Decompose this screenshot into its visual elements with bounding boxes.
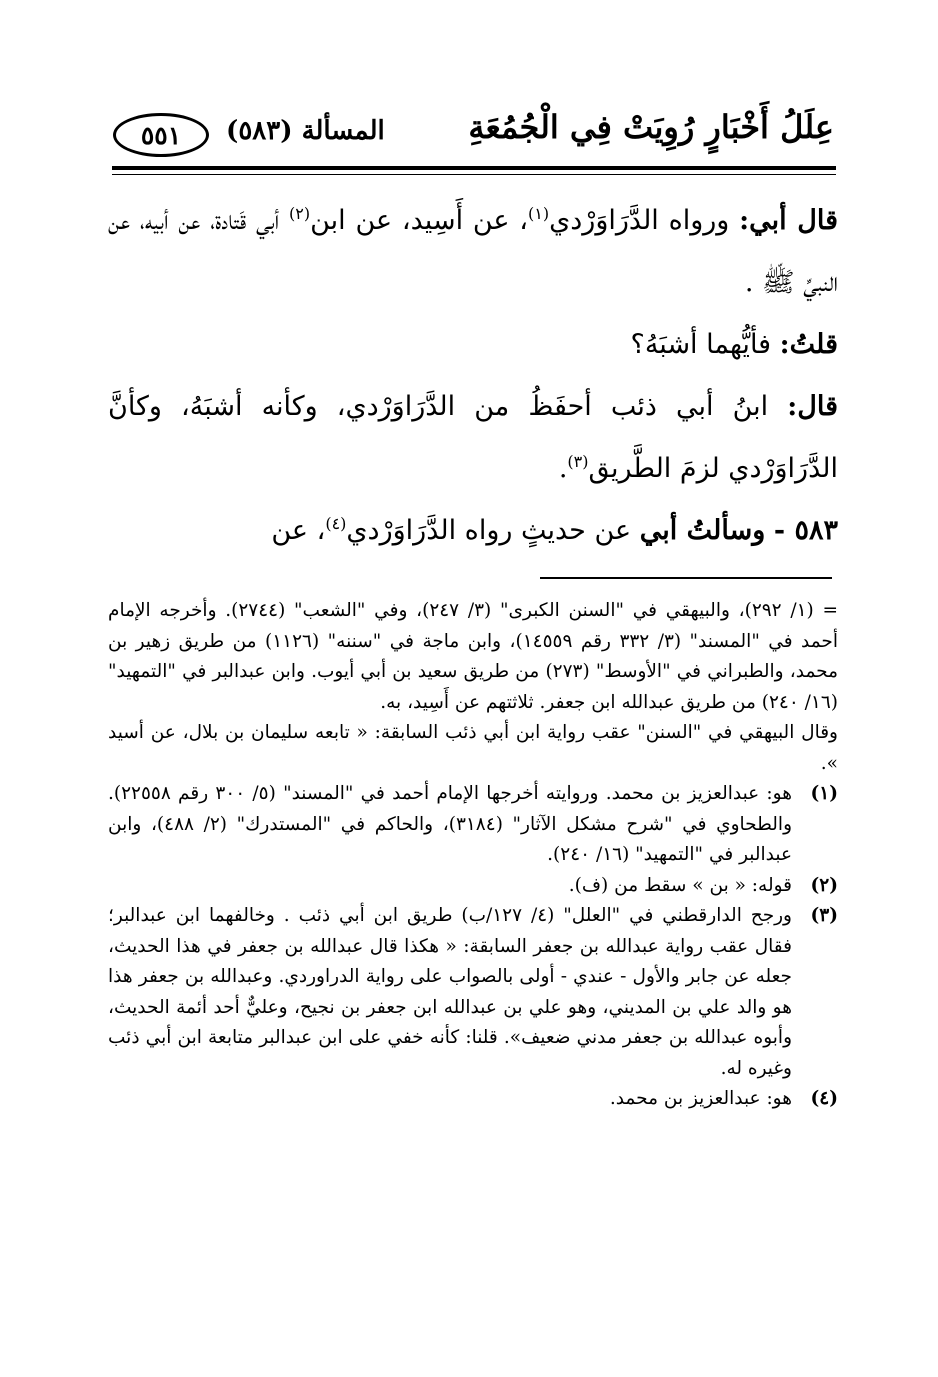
speaker-label: قال: (787, 391, 839, 422)
footnote-text: قوله: « بن » سقط من (ف). (568, 874, 792, 896)
main-text (108, 190, 838, 562)
footnotes (108, 596, 838, 1115)
footnote-separator (540, 577, 832, 579)
page-number-text: ٥٥١ (140, 120, 182, 150)
paragraph-4 (108, 500, 838, 562)
footnote-ref: (٣) (567, 452, 589, 471)
footnote-number: (٣) (810, 905, 838, 926)
running-title: عِلَلُ أَخْبَارٍ رُوِيَتْ فِي الْجُمُعَةِ (468, 108, 834, 146)
page-number (113, 113, 209, 157)
paragraph-3 (108, 376, 838, 500)
text-span: ، عن (271, 515, 326, 546)
text-span: . (558, 453, 568, 484)
footnote-continuation: = (١/ ٢٩٢)، والبيهقي في "السنن الكبرى" (٣/ ٢٤٧)، وفي "الشعب" (٢٧٤٤). وأخرجه الإمام أحمد في "المسند" (٣/ ٣٣٢ رقم ١٤٥٥٩)، وابن ماجة في "سننه" (١١٢٦) من طريق زهير بن محمد، والطبراني في "الأوسط" (٢٧٣) من طريق سعيد بن أبي أيوب. وابن عبدالبر في "التمهيد" (١٦/ ٢٤٠) من طريق عبدالله ابن جعفر. ثلاثتهم عن أَسِيد، به. (108, 600, 839, 713)
question-label: وسألتُ أبي (639, 515, 766, 546)
text-span: ابنُ أبي ذئب أحفَظُ من الدَّرَاوَرْدي، وكأنه أشبَهُ، وكأنَّ الدَّرَاوَرْدي لزمَ الطَّريق (108, 391, 838, 484)
text-span: ورواه الدَّرَاوَرْدي (549, 205, 730, 236)
question-number: ٥٨٣ - (773, 515, 838, 546)
header-rule (112, 166, 836, 170)
footnote-number: (١) (810, 783, 838, 804)
text-span: عن أبيه، عن النبيِّ ﷺ . (108, 205, 838, 298)
paragraph-2 (108, 314, 838, 376)
footnote-ref: (٤) (325, 514, 347, 533)
text-span: عن حديثٍ رواه الدَّرَاوَرْدي (346, 515, 632, 546)
footnote-text: هو: عبدالعزيز بن محمد. وروايته أخرجها الإمام أحمد في "المسند" (٥/ ٣٠٠ رقم ٢٢٥٥٨). والطحاوي في "شرح مشكل الآثار" (٣١٨٤)، والحاكم في "المستدرك" (٢/ ٤٨٨)، وابن عبدالبر في "التمهيد" (١٦/ ٢٤٠). (108, 783, 793, 865)
text-span: ، عن أَسِيد، عن ابن (310, 205, 529, 236)
issue-label: المسألة (٥٨٣) (226, 116, 385, 146)
footnote-4 (108, 1084, 838, 1115)
footnote-2 (108, 871, 838, 902)
footnote-1 (108, 779, 838, 871)
footnote-text: هو: عبدالعزيز بن محمد. (609, 1088, 792, 1109)
footnote-continuation: وقال البيهقي في "السنن" عقب رواية ابن أبي ذئب السابقة: « تابعه سليمان بن بلال، عن أسيد ». (108, 722, 838, 774)
footnote-ref: (١) (528, 204, 550, 223)
footnote-text: ورجح الدارقطني في "العلل" (٤/ ١٢٧/ب) طريق ابن أبي ذئب . وخالفهما ابن عبدالبر؛ فقال عقب رواية عبدالله بن جعفر السابقة: « هكذا قال عبدالله بن جعفر في هذا الحديث، جعله عن جابر والأول - عندي - أولى بالصواب على رواية الدراوردي. وعبدالله بن جعفر هذا هو والد علي بن المديني، وهو علي بن عبدالله ابن جعفر بن نجيح، وعليٌّ أحد أئمة الحديث، وأبوه عبدالله بن جعفر مدني ضعيف». قلنا: كأنه خفي على ابن عبدالبر متابعة ابن أبي ذئب وغيره له. (108, 905, 792, 1079)
footnote-ref: (٢) (289, 204, 311, 223)
paragraph-1 (108, 190, 838, 314)
footnote-number: (٤) (810, 1088, 838, 1109)
speaker-label: قال أبي: (739, 205, 838, 236)
footnote-3 (108, 901, 838, 1084)
text-span: فأيُّهما أشبَهُ؟ (630, 329, 772, 360)
footnote-number: (٢) (810, 874, 838, 896)
header-rule-thin (112, 174, 836, 175)
speaker-label: قلتُ: (779, 329, 838, 360)
text-span: أبي قَتادة، (210, 205, 280, 236)
